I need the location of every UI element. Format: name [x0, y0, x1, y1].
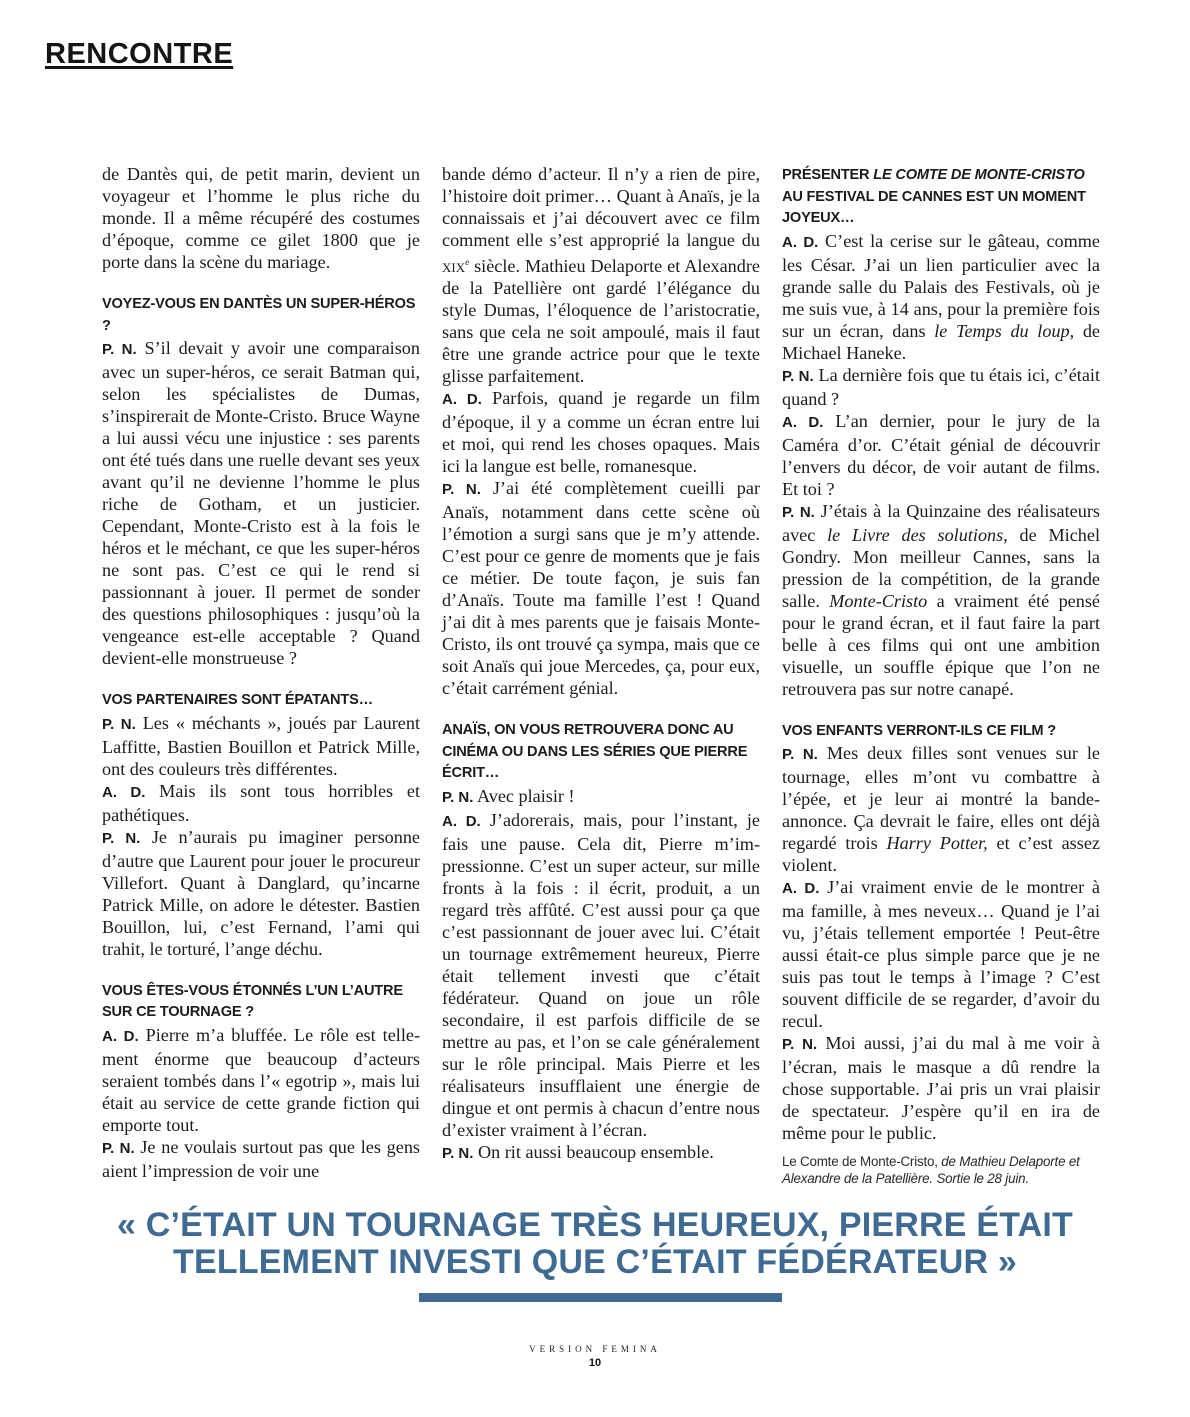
answer: A. D. J’adorerais, mais, pour l’instant, je fais une pause. Cela dit, Pierre m’impressionne. C’est un super acteur, sur mille fronts à la fois : il écrit, produit, a un regard très affûté. C’est aussi pour ça que c’est passionnant de jouer avec lui. C’était un tournage extrêmement heureux, Pierre était tellement investi que c’était fédérateur. Quand on joue un rôle secondaire, il est parfois difficile de se mettre au pas, et l’on se cale généralement sur le rôle principal. Mais Pierre et les réalisateurs insufflaient une énergie de dingue et ont permis à chacun d’entre nous d’exister vraiment à l’écran.	[442, 809, 760, 1140]
pull-quote-rule	[419, 1293, 782, 1302]
paragraph: bande démo d’acteur. Il n’y a rien de pire, l’histoire doit primer… Quant à Anaïs, je la connaissais et j’ai découvert avec ce film comment elle s’est approprié la langue du xix$^e$ siècle. Mathieu Delaporte et Alexandre de la Patellière ont gardé l’élégance du style Dumas, l’éloquence de l’aristocratie, sans que cela ne soit ampoulé, mais il faut être une grande actrice pour que le texte glisse parfaitement.	[442, 164, 760, 387]
question-heading: VOUS ÊTES-VOUS ÉTONNÉS L’UN L’AUTRE SUR CE TOURNAGE ?	[102, 982, 403, 1020]
speaker-initials: A. D.	[442, 812, 481, 830]
speaker-initials: A. D.	[782, 233, 819, 251]
pull-quote-line-1: « C’ÉTAIT UN TOURNAGE TRÈS HEUREUX, PIERRE ÉTAIT	[116, 1206, 1074, 1244]
speaker-initials: A. D.	[102, 1027, 139, 1045]
answer: P. N. Moi aussi, j’ai du mal à me voir à l’écran, mais le masque a dû rendre la chose supportable. J’ai pris un vrai plaisir de spectateur. J’espère qu’il en ira de même pour le public.	[782, 1033, 1100, 1143]
answer: A. D. J’ai vraiment envie de le montrer à ma famille, à mes neveux… Quand je l’ai vu, j’étais tellement emportée ! Peut-être aussi était-ce plus simple parce que je ne suis pas tout le temps à l’image ? C’est souvent difficile de se regarder, d’avoir du recul.	[782, 877, 1100, 1031]
speaker-initials: P. N.	[102, 829, 141, 847]
page-number: 10	[588, 1357, 602, 1369]
speaker-initials: A. D.	[782, 413, 824, 431]
answer: P. N. Mes deux filles sont venues sur le tournage, elles m’ont vu combattre à l’épée, et je leur ai montré la bande-annonce. Ça devrait le faire, elles ont déjà regardé trois Harry Potter, et c’est assez violent.	[782, 743, 1101, 875]
answer: P. N. J’étais à la Quinzaine des réalisateurs avec le Livre des solutions, de Michel Gondry. Mon meilleur Cannes, sans la pression de la compétition, de la grande salle. Monte-Cristo a vraiment été pensé pour le grand écran, et il faut faire la part belle à ces films qui ont une ambition visuelle, un souffle épique que l’on ne retrouvera pas sur notre canapé.	[782, 500, 1101, 699]
speaker-initials: P. N.	[102, 1139, 135, 1157]
pull-quote-line-2: TELLEMENT INVESTI QUE C’ÉTAIT FÉDÉRATEUR »	[173, 1243, 1017, 1281]
question-heading: VOS PARTENAIRES SONT ÉPATANTS…	[102, 692, 374, 708]
question-heading: VOS ENFANTS VERRONT-ILS CE FILM ?	[782, 722, 1056, 739]
answer: P. N. Les « méchants », joués par Laurent Laffitte, Bastien Bouillon et Patrick Mille, ont des couleurs très différentes.	[102, 712, 421, 779]
speaker-initials: P. N.	[782, 503, 815, 521]
answer: A. D. Pierre m’a bluffée. Le rôle est tellement énorme que beaucoup d’acteurs seraient tombés dans l’« egotrip », mais lui était au service de cette grande fiction qui emporte tout.	[102, 1024, 421, 1135]
speaker-initials: P. N.	[442, 481, 481, 499]
speaker-initials: A. D.	[782, 880, 820, 897]
speaker-initials: A. D.	[442, 391, 482, 409]
publication-name: VERSION FEMINA	[529, 1344, 661, 1354]
question-heading: ANAÏS, ON VOUS RETROUVERA DONC AU CINÉMA OU DANS LES SÉRIES QUE PIERRE ÉCRIT…	[442, 722, 748, 782]
answer: P. N. On rit aussi beaucoup ensemble.	[442, 1141, 714, 1162]
question-heading: VOYEZ-VOUS EN DANTÈS UN SUPER-HÉROS ?	[102, 296, 416, 334]
speaker-initials: P. N.	[782, 746, 818, 763]
answer: A. D. C’est la cerise sur le gâteau, comme les César. J’ai un lien particulier avec la grande salle du Palais des Festivals, où je me suis vue, à 14 ans, pour la première fois sur un écran, dans le Temps du loup, de Michael Haneke.	[782, 230, 1101, 363]
film-credit: Le Comte de Monte-Cristo, de Mathieu Delaporte et Alexandre de la Patellière. Sortie le 28 juin.	[782, 1154, 1080, 1186]
article-column-1	[102, 163, 420, 1182]
paragraph: de Dantès qui, de petit marin, devient un voyageur et l’homme le plus riche du monde. Il a même récupéré des costumes d’époque, comme ce gilet 1800 que je porte dans la scène du mariage.	[102, 164, 420, 272]
answer: P. N. J’ai été complètement cueilli par Anaïs, notamment dans cette scène où l’émotion a surgi sans que je m’y attende. C’est pour ce genre de moments que je fais ce métier. De toute façon, je suis fan d’Anaïs. Toute ma famille l’est ! Quand j’ai dit à mes parents que je faisais Monte-Cristo, ils ont trouvé ça sympa, mais que ce soit Anaïs qui joue Mercedes, ça, pour eux, c’était carrément génial.	[442, 478, 761, 699]
speaker-initials: P. N.	[442, 1144, 474, 1162]
answer: P. N. La dernière fois que tu étais ici, c’était quand ?	[782, 364, 1101, 409]
speaker-initials: P. N.	[102, 715, 136, 733]
speaker-initials: P. N.	[102, 341, 137, 358]
speaker-initials: A. D.	[102, 783, 146, 801]
answer: A. D. L’an dernier, pour le jury de la Caméra d’or. C’était génial de découvrir l’envers du décor, de voir autant de films. Et toi ?	[782, 410, 1101, 499]
section-label: RENCONTRE	[45, 38, 234, 70]
question-heading: PRÉSENTER LE COMTE DE MONTE-CRISTO AU FESTIVAL DE CANNES EST UN MOMENT JOYEUX…	[782, 167, 1086, 226]
answer: P. N. Avec plaisir !	[442, 785, 575, 806]
speaker-initials: P. N.	[782, 1036, 818, 1053]
article-column-2	[442, 163, 760, 1165]
answer: P. N. Je ne voulais surtout pas que les gens aient l’impression de voir une	[102, 1136, 421, 1181]
article-column-3	[782, 163, 1100, 1187]
speaker-initials: P. N.	[442, 788, 474, 806]
answer: P. N. Je n’aurais pu imaginer personne d’autre que Laurent pour jouer le procureur Villefort. Quant à Danglard, qu’incarne Patrick Mille, on adore le détester. Bastien Bouillon, lui, c’est Fernand, l’ami qui trahit, le torturé, l’ange déchu.	[102, 826, 421, 959]
pull-quote	[60, 1207, 1130, 1281]
answer: A. D. Parfois, quand je regarde un film d’époque, il y a comme un écran entre lui et moi, qui rend les choses opaques. Mais ici la langue est belle, romanesque.	[442, 388, 760, 477]
speaker-initials: P. N.	[782, 367, 814, 385]
answer: P. N. S’il devait y avoir une comparaison avec un super-héros, ce serait Batman qui, selon les spécialistes de Dumas, s’inspirerait de Monte-Cristo. Bruce Wayne a lui aussi vécu une injustice : ses parents ont été tués dans une ruelle devant ses yeux avant qu’il ne devienne l’homme le plus riche de Gotham, et un justicier. Cependant, Monte-Cristo est à la fois le héros et le méchant, ce que les super-héros ne sont pas. C’est ce qui le rend si passionnant à jouer. Il permet de sonder des questions philosophiques : jusqu’où la vengeance est-elle acceptable ? Quand devient-elle monstrueuse ?	[102, 338, 420, 668]
answer: A. D. Mais ils sont tous horribles et pathétiques.	[102, 780, 420, 825]
